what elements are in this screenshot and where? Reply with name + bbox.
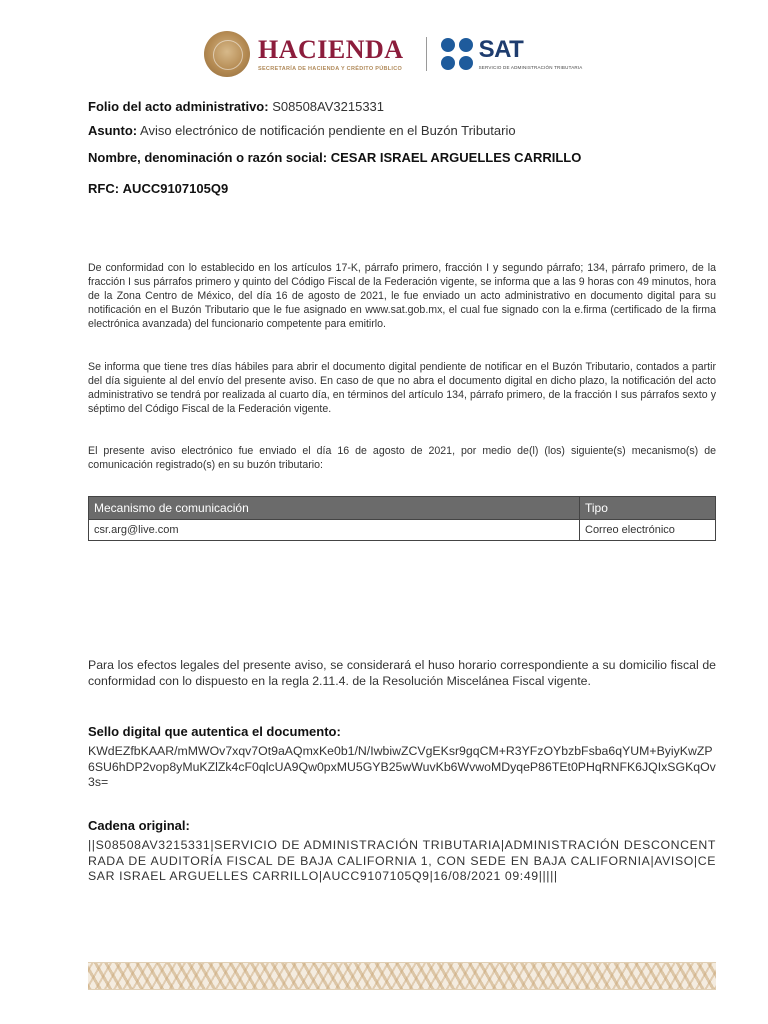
header-divider <box>426 37 427 71</box>
column-header-mechanism: Mecanismo de comunicación <box>89 497 580 520</box>
decorative-footer-band <box>88 962 716 990</box>
hacienda-title: HACIENDA <box>258 35 404 64</box>
national-seal-icon <box>204 31 250 77</box>
paragraph-notice: De conformidad con lo establecido en los artículos 17-K, párrafo primero, fracción I y segundo párrafo; 134, párrafo primero, de la fracción I sus párrafos primero y quinto del Código Fiscal de la Federación vigente, se informa que a las 9 horas con 49 minutos, hora de la Zona Centro de México, del día 16 de agosto de 2021, le fue enviado un acto administrativo en documento digital para su notificación en el Buzón Tributario que le fue asignado en www.sat.gob.mx, el cual fue signado con la e.firma (certificado de la firma electrónica avanzada) del funcionario competente para emitirlo. <box>88 262 716 330</box>
rfc-label: RFC: <box>88 181 120 196</box>
asunto-value: Aviso electrónico de notificación pendiente en el Buzón Tributario <box>140 123 516 138</box>
nombre-label: Nombre, denominación o razón social: <box>88 150 328 165</box>
paragraph-mechanism: El presente aviso electrónico fue enviado el día 16 de agosto de 2021, por medio de(l) (los) siguiente(s) mecanismo(s) de comunicación registrado(s) en su buzón tributario: <box>88 445 716 471</box>
folio-label: Folio del acto administrativo: <box>88 99 269 114</box>
table-row <box>89 520 716 541</box>
sat-subtitle: SERVICIO DE ADMINISTRACIÓN TRIBUTARIA <box>478 65 583 70</box>
sello-label: Sello digital que autentica el documento: <box>88 724 341 739</box>
mechanism-table <box>88 496 716 541</box>
sat-dots-icon <box>441 38 473 70</box>
sat-logo <box>479 38 583 70</box>
nombre-value: CESAR ISRAEL ARGUELLES CARRILLO <box>330 150 582 165</box>
sello-value: KWdEZfbKAAR/mMWOv7xqv7Ot9aAQmxKe0b1/N/IwbiwZCVgEKsr9gqCM+R3YFzOYbzbFsba6qYUM+ByiyKwZP6SU6hDP2vop8yMuKZlZk4cF0qlcUA9Qw0pxMU5GYB25wWuvKb6WvwoMDyqeP86TEt0PHqRNFK6JQIxSGKqOv3s= <box>88 744 716 790</box>
rfc-value: AUCC9107105Q9 <box>122 181 229 196</box>
table-header-row <box>89 497 716 520</box>
legal-note: Para los efectos legales del presente aviso, se considerará el huso horario correspondiente a su domicilio fiscal de conformidad con lo dispuesto en la regla 2.11.4. de la Resolución Miscelánea Fiscal vigente. <box>88 658 716 688</box>
cadena-label: Cadena original: <box>88 818 190 833</box>
hacienda-logo <box>258 36 404 72</box>
column-header-type: Tipo <box>580 497 716 520</box>
asunto-label: Asunto: <box>88 123 138 138</box>
rfc-line <box>88 181 228 197</box>
nombre-line <box>88 150 581 166</box>
mechanism-cell: csr.arg@live.com <box>89 520 580 541</box>
folio-line <box>88 99 384 115</box>
sat-title: SAT <box>478 36 524 63</box>
hacienda-subtitle: SECRETARÍA DE HACIENDA Y CRÉDITO PÚBLICO <box>258 66 403 72</box>
cadena-value: ||S08508AV3215331|SERVICIO DE ADMINISTRACIÓN TRIBUTARIA|ADMINISTRACIÓN DESCONCENTRADA DE AUDITORÍA FISCAL DE BAJA CALIFORNIA 1, CON SEDE EN BAJA CALIFORNIA|AVISO|CESAR ISRAEL ARGUELLES CARRILLO|AUCC9107105Q9|16/08/2021 09:49||||| <box>88 838 716 884</box>
document-header <box>194 18 610 90</box>
asunto-line <box>88 123 516 139</box>
type-cell: Correo electrónico <box>580 520 716 541</box>
folio-value: S08508AV3215331 <box>272 99 385 114</box>
paragraph-deadline: Se informa que tiene tres días hábiles para abrir el documento digital pendiente de notificar en el Buzón Tributario, contados a partir del día siguiente al del envío del presente aviso. En caso de que no abra el documento digital en dicho plazo, la notificación del acto administrativo se tendrá por realizada al cuarto día, en términos del artículo 134, párrafo primero, de la fracción I sus párrafos sexto y séptimo del Código Fiscal de la Federación vigente. <box>88 361 716 415</box>
